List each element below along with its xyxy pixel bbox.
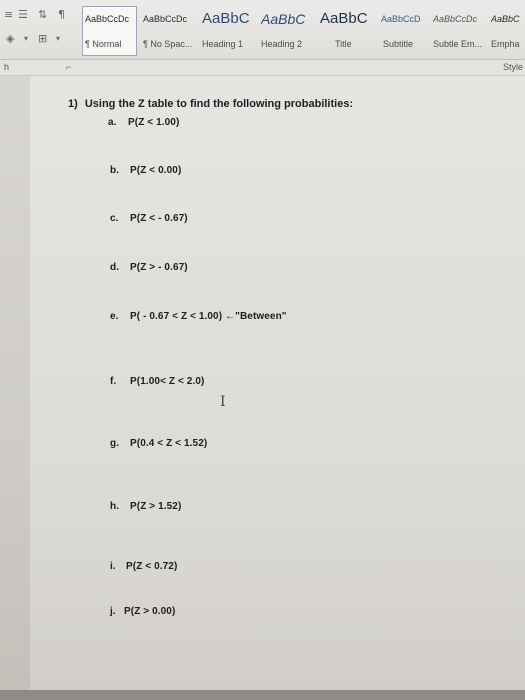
style-name: ¶ Normal	[85, 39, 122, 49]
list-item	[110, 213, 188, 224]
style-name: Heading 1	[202, 39, 244, 49]
style-name: Title	[335, 39, 352, 49]
item-text: P( - 0.67 < Z < 1.00) ←"Between"	[130, 311, 287, 322]
item-letter: h.	[110, 501, 120, 512]
item-letter: c.	[110, 213, 119, 224]
style-heading-1[interactable]	[199, 4, 257, 56]
item-letter: a.	[108, 117, 117, 128]
list-item	[110, 501, 181, 512]
bottom-edge	[0, 690, 525, 700]
style-preview: AaBbC	[491, 14, 520, 24]
style-normal[interactable]	[82, 4, 137, 56]
style-preview: AaBbC	[202, 10, 250, 27]
item-text: P(Z < 0.00)	[130, 165, 182, 176]
list-item	[110, 311, 287, 322]
style-emphasis[interactable]	[488, 4, 525, 56]
item-letter: d.	[110, 262, 120, 273]
question-heading	[68, 98, 353, 110]
style-title[interactable]	[317, 4, 377, 56]
item-letter: e.	[110, 311, 119, 322]
item-text: P(Z > 1.52)	[130, 501, 182, 512]
item-letter: i.	[110, 561, 116, 572]
ribbon	[0, 0, 525, 60]
item-text: P(1.00< Z < 2.0)	[130, 376, 205, 387]
list-item	[110, 606, 175, 617]
chevron-down-icon[interactable]: ▾	[24, 34, 29, 43]
shading-icon[interactable]: ◈	[6, 32, 15, 45]
document-page[interactable]	[30, 76, 525, 700]
style-preview: AaBbCcDc	[433, 14, 478, 24]
item-letter: b.	[110, 165, 120, 176]
list-item	[108, 117, 179, 128]
align-left-icon[interactable]: ≡	[4, 8, 14, 21]
text-cursor-icon: I	[220, 394, 226, 410]
item-letter: g.	[110, 438, 120, 449]
styles-gallery	[82, 4, 525, 56]
document-area[interactable]	[0, 76, 525, 700]
item-text: P(Z > - 0.67)	[130, 262, 188, 273]
item-letter: f.	[110, 376, 117, 387]
style-name: Heading 2	[261, 39, 303, 49]
dialog-launcher-icon[interactable]: ⌐	[66, 62, 72, 72]
ribbon-group-labels	[0, 60, 525, 76]
style-preview: AaBbCcDc	[143, 14, 188, 24]
list-item	[110, 376, 204, 387]
style-preview: AaBbCcD	[381, 14, 421, 24]
item-text: P(Z < 1.00)	[128, 117, 180, 128]
item-text: P(Z > 0.00)	[124, 606, 176, 617]
pilcrow-icon[interactable]: ¶	[58, 8, 65, 21]
list-item	[110, 262, 188, 273]
styles-group-label: Style	[502, 62, 523, 72]
style-name: Subtle Em...	[433, 39, 483, 49]
style-no-spacing[interactable]	[140, 4, 197, 56]
style-subtle-emphasis[interactable]	[430, 4, 486, 56]
list-item	[110, 165, 181, 176]
style-preview: AaBbC	[320, 10, 368, 27]
chevron-down-icon[interactable]: ▾	[56, 34, 61, 43]
sort-icon[interactable]: ⇅	[38, 8, 48, 21]
question-text: Using the Z table to find the following probabilities:	[84, 98, 354, 110]
style-preview: AaBbCcDc	[85, 14, 130, 24]
item-text: P(0.4 < Z < 1.52)	[130, 438, 208, 449]
list-item	[110, 561, 177, 572]
paragraph-tools	[0, 0, 82, 60]
style-subtitle[interactable]	[378, 4, 428, 56]
item-letter: j.	[110, 606, 116, 617]
style-name: Subtitle	[383, 39, 414, 49]
paragraph-group-label: h	[4, 62, 10, 72]
borders-icon[interactable]: ⊞	[38, 32, 48, 45]
align-justify-icon[interactable]: ☰	[18, 8, 28, 21]
question-number: 1)	[68, 98, 78, 110]
list-item	[110, 438, 207, 449]
style-name: Empha	[491, 39, 520, 49]
style-preview: AaBbC	[261, 11, 306, 27]
style-heading-2[interactable]	[258, 4, 316, 56]
item-text: P(Z < - 0.67)	[130, 213, 188, 224]
item-text: P(Z < 0.72)	[126, 561, 178, 572]
style-name: ¶ No Spac...	[143, 39, 193, 49]
